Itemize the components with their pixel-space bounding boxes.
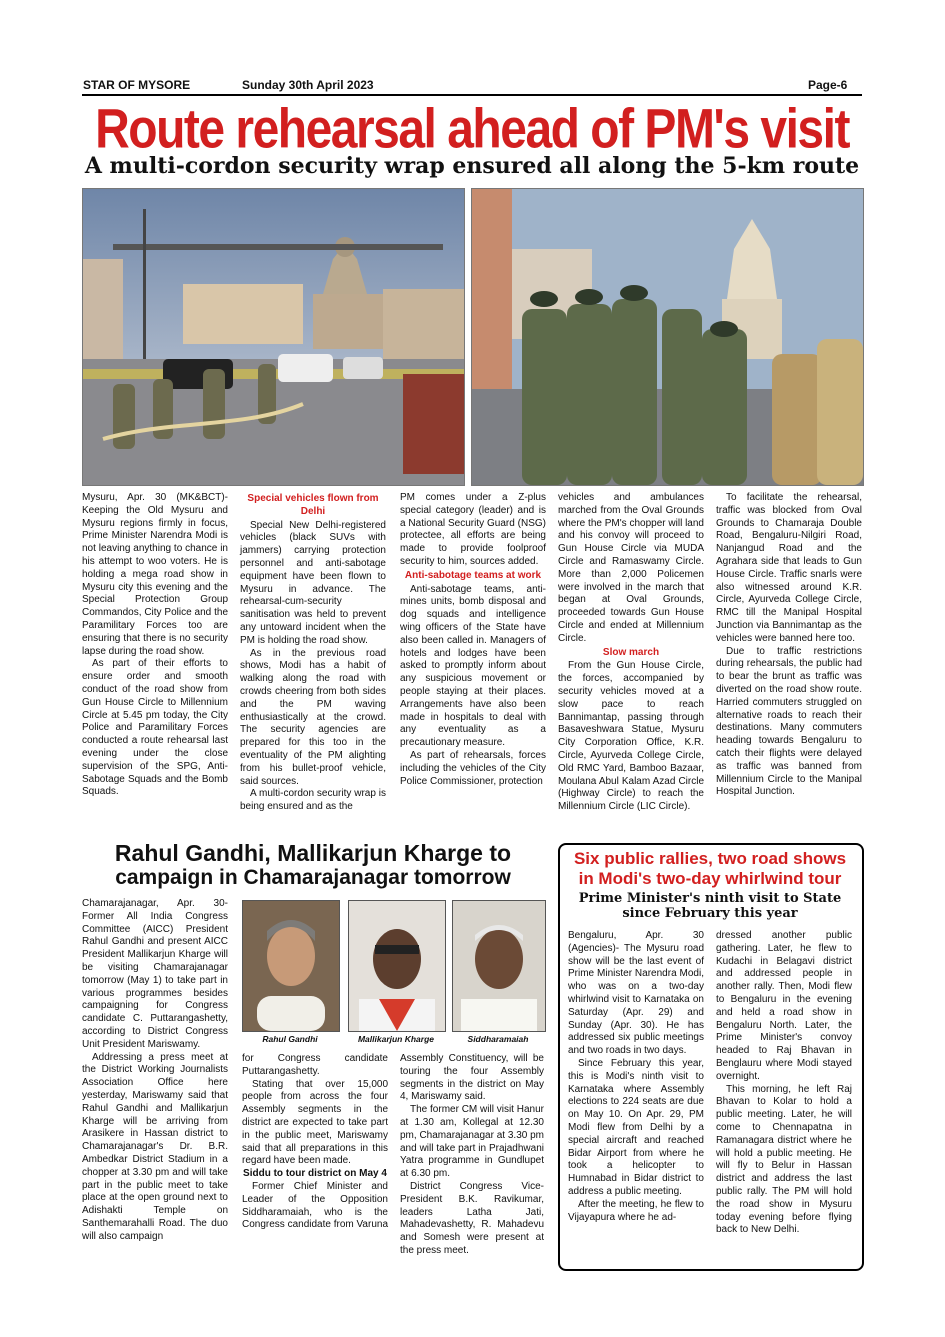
rahul-headline-line2: campaign in Chamarajanagar tomorrow [115,866,511,890]
rallies-subhead-line1: Prime Minister's ninth visit to State [578,891,842,906]
rahul-para: District Congress Vice-President B.K. Ravikumar, leaders Latha Jati, Mahadevashetty, R. Mahadevu and Somesh were present at the press meet. [400,1180,544,1256]
rallies-subhead-line2: since February this year [622,905,798,921]
rallies-para: dressed another public gathering. Later, he flew to Kudachi in Belagavi district and addressed people in another rally. Then, Modi flew to Bengaluru in the evening and held a road show in Bengaluru North. Later, the Prime Minister's convoy headed to Raj Bhavan in Benglauru where Modi stayed overnight. [716,930,852,1082]
rallies-headline [560,849,860,888]
rahul-para: Former Chief Minister and Leader of the Opposition Siddharamaiah, who is the Congress candidate from Varuna [242,1180,389,1231]
photo-siddharamaiah [452,900,546,1032]
rahul-para: for Congress candidate Puttarangashetty. [242,1053,388,1077]
subhead-special-vehicles: Special vehicles flown from Delhi [247,493,379,517]
rallies-headline-line2: in Modi's two-day whirlwind tour [578,868,842,888]
rahul-para: Assembly Constituency, will be touring the four Assembly segments in the district on May 4, Mariswamy said. [400,1053,544,1103]
subhead-siddu-tour: Siddu to tour district on May 4 [243,1168,387,1180]
rahul-column-2 [242,1053,388,1232]
lead-para: From the Gun House Circle, the forces, accompanied by security vehicles moved at a slow pace to reach Bannimantap, passing through Basaveshwara Statue, Mysuru City Corporation Office, K.R. Circle, Ayurveda College Circle, Old RMC Yard, Bamboo Bazaar, Moulana Abul Kalam Azad Circle (Highway Circle) to reach the Millennium Circle (LIC Circle). [558,660,704,813]
issue-date: Sunday 30th April 2023 [242,78,374,92]
rahul-column-1 [82,898,228,1244]
rallies-para: This morning, he left Raj Bhavan to Kolar to hold a public meeting. Later, he will come to Chennapatna in Ramanagara district where he will hold a public meeting. He will fly to Belur in Hassan district and address the last public rally. The PM will hold the road show in Mysuru today evening before flying back to New Delhi. [716,1083,852,1236]
lead-para: As in the previous road shows, Modi has a habit of walking along the road with crowds cheering from both sides and the PM waving enthusiastically at the crowd. The security agencies are prepared for this too in the eventuality of the PM alighting from his bullet-proof vehicle, said sources. [240,647,386,787]
rahul-para: The former CM will visit Hanur at 1.30 am, Kollegal at 12.30 pm, Chamarajanagar at 3.30 pm and will take part in Prajadhwani Yatra programme in Gundlupet at 6.30 pm. [400,1104,544,1180]
rahul-headline [82,840,544,891]
photo-rahul-gandhi [242,900,340,1032]
rallies-column-2 [716,930,852,1237]
lead-para: Special New Delhi-registered vehicles (black SUVs with jammers) carrying protection personnel and anti-sabotage equipment have been flown to Mysuru in advance. The rehearsal-cum-security sanitisation was held to prevent any untoward incident when the PM is holding the road show. [240,519,386,646]
lead-para: A multi-cordon security wrap is being ensured and as the [240,788,386,813]
header-rule [82,94,862,96]
lead-para: Anti-sabotage teams, anti-mines units, bomb disposal and dog squads and intelligence wing officers of the State have also been called in. Managers of hotels and lodges have been asked to promptly inform about any suspicious movement or people staying at their places. Arrangements have also been made in hospitals to deal with any eventuality as a precautionary measure. [400,583,546,749]
rahul-para: Stating that over 15,000 people from across the four Assembly segments in the district are expected to take part in the public meet, Mariswamy said that all preparations in this regard have been made. [242,1078,388,1167]
photo-security-briefing [471,188,864,486]
lead-column-5 [716,492,862,799]
rallies-headline-line1: Six public rallies, two road shows [573,849,847,868]
caption-rahul: Rahul Gandhi [262,1034,318,1044]
lead-column-1 [82,492,228,799]
subhead-slow-march: Slow march [602,646,660,658]
rahul-headline-line1: Rahul Gandhi, Mallikarjun Kharge to [114,840,512,866]
lead-para: Mysuru, Apr. 30 (MK&BCT)- Keeping the Old Mysuru and Mysuru regions firmly in focus, Prime Minister Narendra Modi is not leaving anything to chance in his attempt to woo voters. He is holding a mega road show in Mysuru city this evening and the Special Protection Group Commandos, City Police and the Paramilitary Forces too are ensuring that there is no security lapse during the road show. [82,492,228,657]
photo-route-rehearsal-circle [82,188,465,486]
lead-para: As part of their efforts to ensure order and smooth conduct of the road show from Gun House Circle to Millennium Circle at 5.45 pm today, the City Police and Paramilitary Forces conducted a route rehearsal last evening under the close supervision of the SPG, Anti-Sabotage Squads and the Bomb Squads. [82,658,228,798]
rahul-para: Chamarajanagar, Apr. 30- Former All India Congress Committee (AICC) President Rahul Gandhi and present AICC President Mallikarjun Kharge will be visiting Chamarajanagar tomorrow (May 1) to take part in various programmes besides campaigning for Congress candidate C. Puttarangashetty, according to District Congress Unit President Mariswamy. [82,898,228,1050]
lead-headline: Route rehearsal ahead of PM's visit [95,99,849,161]
lead-column-4 [558,492,704,814]
lead-para: PM comes under a Z-plus special category (leader) and is a National Security Guard (NSG) protectee, all efforts are being made to provide foolproof security to him, sources added. [400,492,546,567]
rallies-para: Since February this year, this is Modi's ninth visit to Karnataka where Assembly elections to 224 seats are due on May 10. On Apr. 29, PM Modi flew from Delhi by a special aircraft and reached Bidar Airport from where he took a helicopter to Humnabad in Bidar district to address a public meeting. [568,1057,704,1197]
photo-mallikarjun-kharge [348,900,446,1032]
page-number: Page-6 [808,78,848,92]
caption-kharge: Mallikarjun Kharge [357,1034,435,1044]
lead-para: vehicles and ambulances marched from the Oval Grounds where the PM's chopper will land and his convoy will proceed to Gun House Circle via MUDA Circle and Ramaswamy Circle. More than 2,000 Policemen were involved in the march that began at Oval Grounds, proceeded towards Gun House Circle and ended at Millennium Circle. [558,492,704,644]
rallies-para: Bengaluru, Apr. 30 (Agencies)- The Mysuru road show will be the last event of Prime Minister Narendra Modi, who was on a two-day whirlwind visit to Karnataka on Saturday (Apr. 29) and Sunday (Apr. 30). He has addressed six public meetings and two roads in two days. [568,930,704,1057]
rallies-subhead [560,892,860,922]
paper-name: STAR OF MYSORE [83,78,191,92]
lead-para: As part of rehearsals, forces including the vehicles of the City Police Commissioner, protection [400,749,546,787]
lead-subhead: A multi-cordon security wrap ensured all along the 5-km route [84,153,860,179]
rahul-para: Addressing a press meet at the District Working Journalists Association Office here yesterday, Mariswamy said that Rahul Gandhi and Mallikarjun Kharge will be arriving from Arasikere in Hassan district to Chamarajanagar's Dr. B.R. Ambedkar District Stadium in a chopper at 3.30 pm and will take part in the public meet to take place at the open ground next to Adishakti Temple on Santhemarahalli Road. The duo will also campaign [82,1051,228,1242]
lead-column-3 [400,492,546,788]
lead-column-2 [240,492,386,814]
rallies-para: After the meeting, he flew to Vijayapura where he ad- [568,1198,704,1223]
caption-siddharamaiah: Siddharamaiah [467,1034,529,1044]
subhead-anti-sabotage: Anti-sabotage teams at work [404,569,542,581]
lead-para: Due to traffic restrictions during rehearsals, the public had to bear the brunt as traffic was diverted on the road show route. Harried commuters struggled on alternative roads to reach their destinations. Many commuters heading towards Bengaluru to catch their flights were delayed as traffic was banned from Millennium Circle to the Manipal Hospital Junction. [716,645,862,798]
lead-para: To facilitate the rehearsal, traffic was blocked from Oval Grounds to Chamaraja Double Road, Bengaluru-Nilgiri Road, Nanjangud Road and the Agrahara side that leads to Gun House Circle. Traffic snarls were also witnessed around K.R. Circle, Ayurveda College Circle, RMC till the Manipal Hospital Junction via Bannimantap as the vehicles were banned here too. [716,492,862,644]
rallies-column-1 [568,930,704,1224]
rahul-column-3 [400,1053,544,1258]
